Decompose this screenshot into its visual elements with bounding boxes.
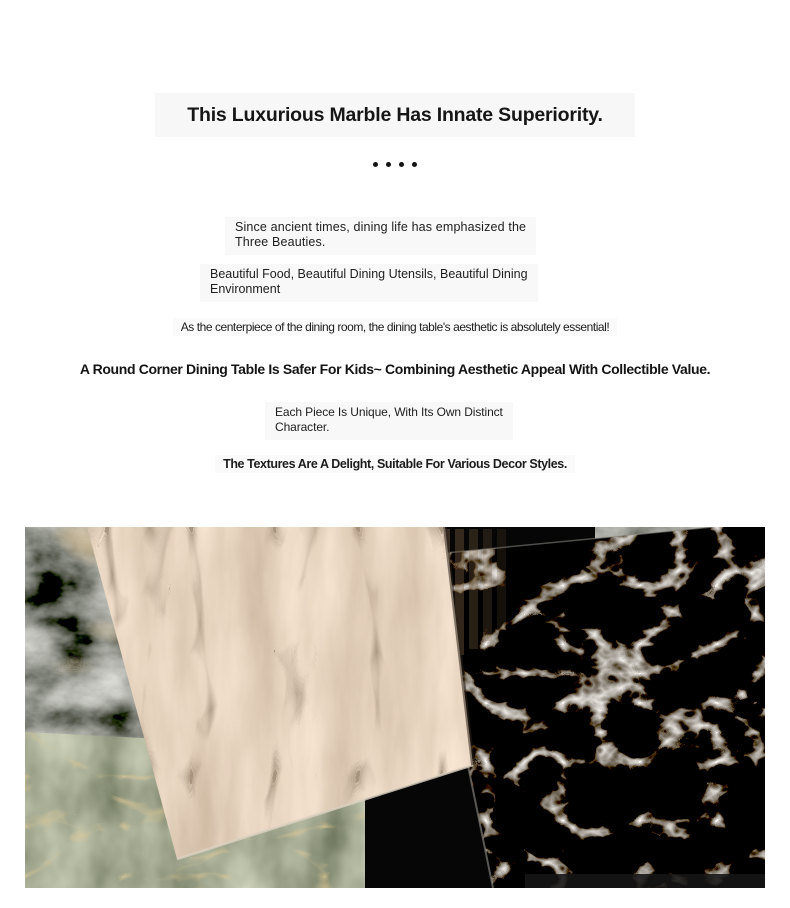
para-centerpiece	[0, 318, 790, 336]
para-line: Beautiful Food, Beautiful Dining Utensils, Beautiful Dining	[210, 267, 528, 281]
para-line: As the centerpiece of the dining room, the dining table's aesthetic is absolutely essential!	[173, 318, 618, 336]
para-line: The Textures Are A Delight, Suitable For Various Decor Styles.	[215, 455, 575, 473]
para-unique-piece	[265, 402, 513, 440]
marble-photo-graphic	[25, 527, 765, 888]
black-slab-bottom-strip	[525, 874, 765, 888]
headline-round-corner	[0, 361, 790, 379]
headline-text: A Round Corner Dining Table Is Safer For Kids~ Combining Aesthetic Appeal With Collectible Value.	[79, 361, 711, 377]
para-textures	[0, 455, 790, 473]
title-banner	[155, 93, 635, 137]
divider-dot-icon	[399, 162, 404, 167]
para-three-beauties	[225, 217, 536, 255]
page-title: This Luxurious Marble Has Innate Superiority.	[187, 103, 603, 126]
para-line: Three Beauties.	[235, 235, 326, 249]
para-line: Environment	[210, 282, 281, 296]
marble-product-photo	[25, 527, 765, 888]
para-beautiful-triple	[200, 264, 538, 302]
divider-dot-icon	[373, 162, 378, 167]
divider-dot-icon	[386, 162, 391, 167]
divider-dot-icon	[412, 162, 417, 167]
four-dots-divider-icon	[0, 162, 790, 167]
para-line: Since ancient times, dining life has emphasized the	[235, 220, 527, 234]
para-line: Each Piece Is Unique, With Its Own Distinct	[275, 405, 503, 419]
para-line: Character.	[275, 420, 330, 434]
